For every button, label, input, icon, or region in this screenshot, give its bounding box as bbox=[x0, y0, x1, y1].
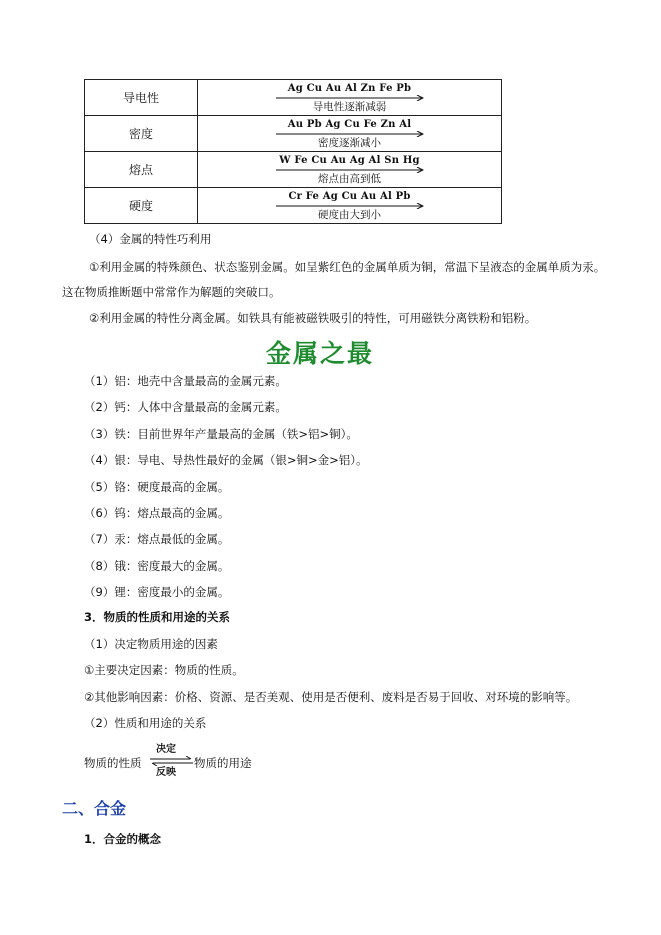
section3-title: 3．物质的性质和用途的关系 bbox=[84, 610, 231, 624]
relation-diagram bbox=[84, 743, 264, 779]
relation-right: 物质的用途 bbox=[194, 756, 252, 770]
alloy-heading: 二、合金 bbox=[62, 799, 127, 818]
superlative-item: （7）汞：熔点最低的金属。 bbox=[84, 532, 230, 547]
right-arrow-icon bbox=[276, 203, 424, 209]
table-row bbox=[85, 116, 502, 152]
main-factor: ①主要决定因素：物质的性质。 bbox=[84, 663, 244, 677]
trend-caption: 密度逐渐减小 bbox=[318, 136, 381, 149]
superlative-item: （1）铝：地壳中含量最高的金属元素。 bbox=[84, 374, 287, 388]
right-arrow-icon bbox=[276, 131, 424, 137]
property-name: 熔点 bbox=[85, 152, 198, 188]
right-arrow-icon bbox=[276, 167, 424, 173]
superlative-item: （6）钨：熔点最高的金属。 bbox=[84, 506, 230, 520]
relation-top-label: 决定 bbox=[156, 744, 176, 755]
section4-heading: （4）金属的特性巧利用 bbox=[89, 232, 212, 246]
superlative-item: （3）铁：目前世界年产量最高的金属（铁>铝>铜）。 bbox=[84, 426, 358, 441]
superlative-item: （8）锇：密度最大的金属。 bbox=[84, 558, 230, 573]
right-arrow-icon bbox=[276, 95, 424, 101]
superlative-item: （4）银：导电、导热性最好的金属（银>铜>金>铝）。 bbox=[84, 453, 368, 468]
alloy-sub: 1．合金的概念 bbox=[84, 832, 162, 846]
section4-p2: ②利用金属的特性分离金属。如铁具有能被磁铁吸引的特性，可用磁铁分离铁粉和铝粉。 bbox=[89, 311, 537, 325]
section4-p1-line2: 这在物质推断题中常常作为解题的突破口。 bbox=[62, 285, 281, 299]
superlative-item: （5）铬：硬度最高的金属。 bbox=[84, 479, 230, 494]
table-row bbox=[85, 80, 502, 116]
property-order-cell bbox=[198, 80, 502, 116]
metal-sequence: Au Pb Ag Cu Fe Zn Al bbox=[287, 118, 412, 130]
superlative-item: （9）锂：密度最小的金属。 bbox=[84, 585, 230, 600]
property-order-cell bbox=[198, 152, 502, 188]
relation-bottom-label: 反映 bbox=[156, 767, 176, 778]
property-name: 密度 bbox=[85, 116, 198, 152]
section3-sub2: （2）性质和用途的关系 bbox=[84, 716, 207, 730]
trend-caption: 硬度由大到小 bbox=[318, 208, 381, 221]
superlative-item: （2）钙：人体中含量最高的金属元素。 bbox=[84, 400, 287, 415]
property-order-cell bbox=[198, 188, 502, 224]
metal-sequence: W Fe Cu Au Ag Al Sn Hg bbox=[279, 154, 420, 166]
banner-title: 金属之最 bbox=[266, 339, 375, 368]
trend-caption: 熔点由高到低 bbox=[318, 172, 381, 185]
relation-left: 物质的性质 bbox=[84, 756, 142, 770]
table-row bbox=[85, 152, 502, 188]
metal-sequence: Cr Fe Ag Cu Au Al Pb bbox=[288, 190, 411, 202]
property-name: 导电性 bbox=[85, 80, 198, 116]
section4-p1-line1: ①利用金属的特殊颜色、状态鉴别金属。如呈紫红色的金属单质为铜，常温下呈液态的金属单质为汞。 bbox=[89, 260, 606, 274]
metal-sequence: Ag Cu Au Al Zn Fe Pb bbox=[287, 82, 412, 94]
table-row bbox=[85, 188, 502, 224]
section3-sub1: （1）决定物质用途的因素 bbox=[84, 637, 218, 651]
trend-caption: 导电性逐渐减弱 bbox=[312, 100, 387, 113]
property-name: 硬度 bbox=[85, 188, 198, 224]
double-arrow-icon bbox=[150, 756, 194, 766]
property-order-cell bbox=[198, 116, 502, 152]
other-factors: ②其他影响因素：价格、资源、是否美观、使用是否便利、废料是否易于回收、对环境的影响等。 bbox=[84, 690, 578, 704]
metal-property-table bbox=[84, 79, 502, 224]
